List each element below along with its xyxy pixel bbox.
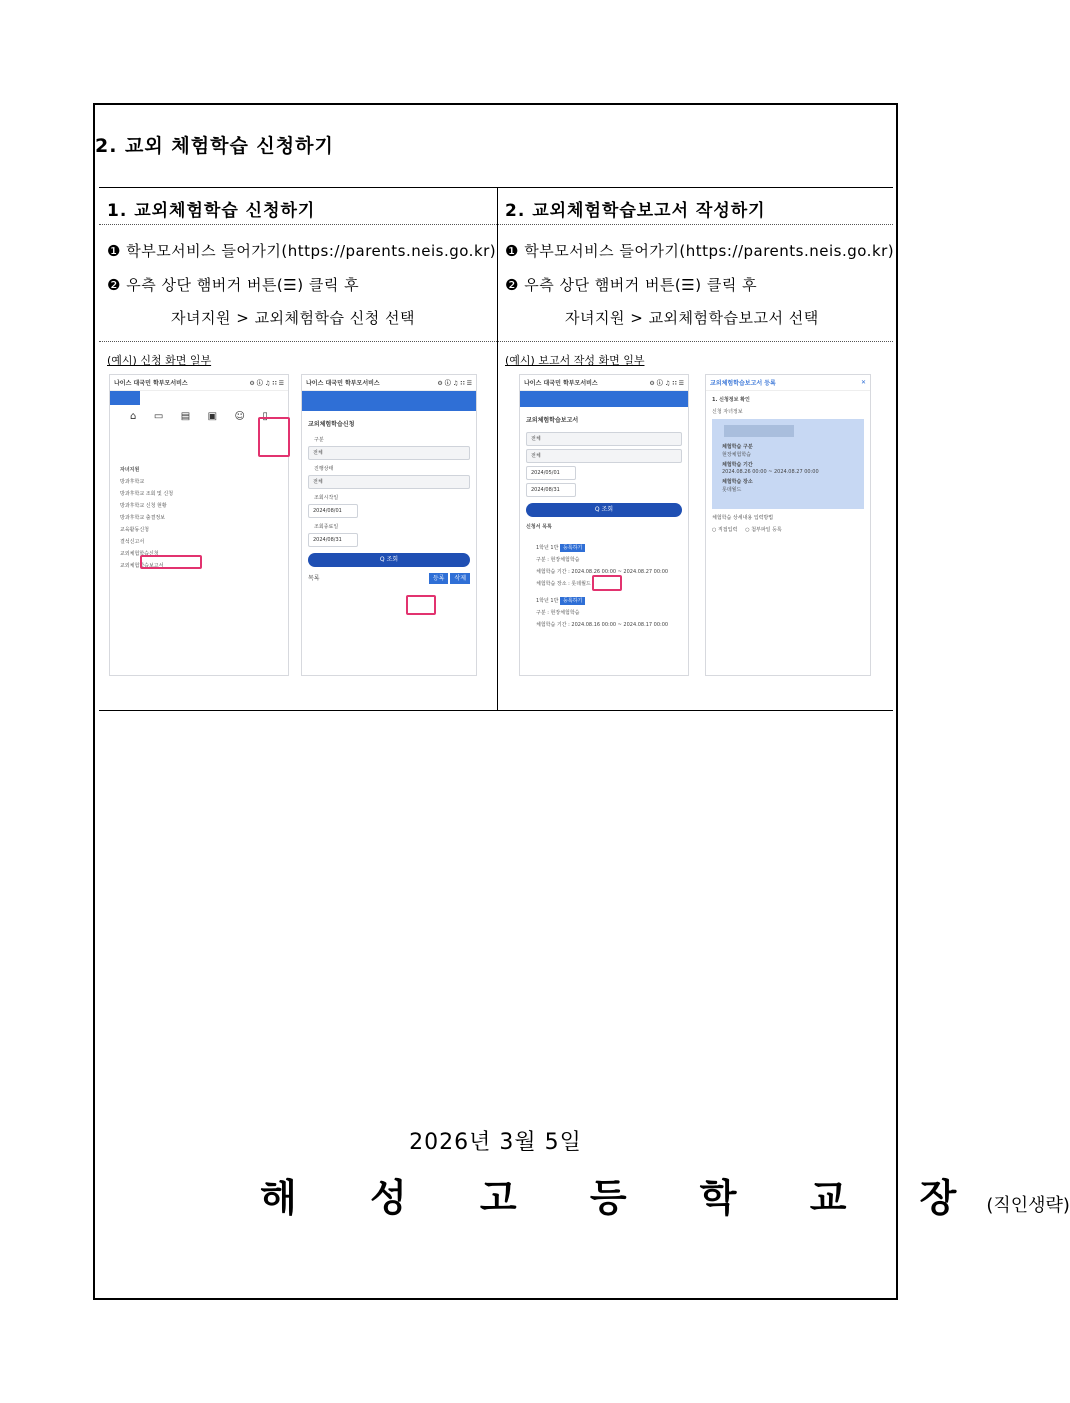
item-period: 체험학습 기간 : 2024.08.26 00:00 ~ 2024.08.27 00:00: [536, 569, 669, 575]
search-button[interactable]: Q 조회: [308, 553, 470, 567]
left-step-1: ❶ 학부모서비스 들어가기(https://parents.neis.go.kr): [107, 242, 497, 260]
label: 구분: [314, 437, 324, 443]
student-tab: [110, 391, 140, 405]
menu-item[interactable]: 교외체험학습보고서: [120, 563, 164, 569]
info-key: 체험학습 장소: [722, 479, 753, 485]
list-label: 목록: [308, 575, 320, 582]
info-value: 현장체험학습: [722, 452, 751, 458]
option-direct[interactable]: 직접입력: [717, 527, 738, 533]
row-divider: [99, 224, 893, 225]
option-attach[interactable]: 첨부파일 등록: [751, 527, 782, 533]
form-title: 교외체험학습신청: [308, 421, 355, 428]
start-date-input[interactable]: 2024/05/01: [526, 466, 576, 480]
highlight-box: [592, 575, 622, 591]
instruction-table: [99, 187, 893, 711]
app-name: 나이스 대국민 학부모서비스: [524, 380, 598, 387]
report-list-label: 신청서 목록: [526, 524, 552, 530]
highlight-box: [140, 555, 202, 569]
info-value: 롯데월드: [722, 487, 742, 493]
info-label: 신청 자녀정보: [712, 409, 743, 415]
app-name: 나이스 대국민 학부모서비스: [306, 380, 380, 387]
type-select[interactable]: 전체: [526, 432, 682, 446]
status-select[interactable]: 전체: [308, 475, 470, 489]
info-panel: [712, 419, 864, 509]
clipboard-icon: ▤: [180, 411, 191, 422]
right-step-1: ❶ 학부모서비스 들어가기(https://parents.neis.go.kr): [505, 242, 895, 260]
status-select[interactable]: 전체: [526, 449, 682, 463]
book-icon: ▭: [153, 411, 164, 422]
card-icon: ▣: [207, 411, 218, 422]
write-report-button[interactable]: 등록하기: [560, 544, 585, 552]
end-date-input[interactable]: 2024/08/31: [308, 533, 358, 547]
screenshot-menu: [109, 374, 289, 676]
screenshot-report-form: [705, 374, 871, 676]
menu-item[interactable]: 방과후학교: [120, 479, 145, 485]
document-date: 2026년 3월 5일: [409, 1130, 582, 1155]
left-caption: (예시) 신청 화면 일부: [107, 354, 212, 367]
dialog-header: [706, 375, 870, 391]
item-period: 체험학습 기간 : 2024.08.16 00:00 ~ 2024.08.17 00:00: [536, 622, 669, 628]
blurred-info: [724, 425, 794, 437]
app-bar: [520, 375, 688, 391]
dialog-subtitle: 1. 신청정보 확인: [712, 397, 750, 403]
delete-button[interactable]: 삭제: [450, 573, 470, 584]
document-icon: ▯: [262, 411, 268, 422]
info-key: 체험학습 구분: [722, 444, 753, 450]
menu-item[interactable]: 교육활동신청: [120, 527, 149, 533]
toolbar-icons: ⚙ ⓘ ♫ ∷ ☰: [649, 380, 684, 387]
app-name: 나이스 대국민 학부모서비스: [114, 380, 188, 387]
item-place: 체험학습 장소 : 롯데월드: [536, 581, 591, 587]
method-label: 체험학습 상세내용 입력방법: [712, 515, 774, 521]
signer-name: 해 성 고 등 학 교 장: [260, 1176, 987, 1220]
menu-item-field-trip[interactable]: 교외체험학습신청: [120, 551, 159, 557]
student-bar: [520, 391, 688, 407]
label: 진행상태: [314, 466, 334, 472]
dialog-title: 교외체험학습보고서 등록: [710, 380, 776, 387]
end-date-input[interactable]: 2024/08/31: [526, 483, 576, 497]
document-frame: [93, 103, 1070, 1300]
write-report-button[interactable]: 등록하기: [560, 597, 585, 605]
school-icon: ⌂: [130, 411, 137, 422]
student-bar: [302, 391, 476, 411]
screenshot-form: [301, 374, 477, 676]
menu-section: 자녀지원: [120, 467, 140, 473]
left-heading: 1. 교외체험학습 신청하기: [107, 201, 316, 221]
column-divider: [497, 188, 498, 710]
left-step-2: ❷ 우측 상단 햄버거 버튼(☰) 클릭 후: [107, 276, 360, 294]
method-options: ○ 직접입력 ○ 첨부파일 등록: [712, 527, 782, 533]
label: 조회시작일: [314, 495, 339, 501]
start-date-input[interactable]: 2024/08/01: [308, 504, 358, 518]
info-value: 2024.08.26 00:00 ~ 2024.08.27 00:00: [722, 469, 819, 475]
toolbar-icons: ⚙ ⓘ ♫ ∷ ☰: [249, 380, 284, 387]
highlight-box: [406, 595, 436, 615]
list-item: 1학년 1반 등록하기: [536, 597, 688, 604]
row-divider: [99, 341, 893, 342]
register-button[interactable]: 등록: [429, 573, 449, 584]
app-bar: [110, 375, 288, 391]
right-step-2: ❷ 우측 상단 햄버거 버튼(☰) 클릭 후: [505, 276, 758, 294]
app-bar: [302, 375, 476, 391]
signer: [260, 1167, 1070, 1222]
list-item: 1학년 1반 등록하기: [536, 544, 688, 551]
info-key: 체험학습 기간: [722, 462, 753, 468]
toolbar-icons: ⚙ ⓘ ♫ ∷ ☰: [437, 380, 472, 387]
list-header: [308, 573, 470, 582]
highlight-box: [258, 417, 290, 457]
right-caption: (예시) 보고서 작성 화면 일부: [505, 354, 645, 367]
menu-icon-row: [130, 411, 268, 461]
menu-item[interactable]: 방과후학교 조회 및 신청: [120, 491, 174, 497]
people-icon: ☺: [234, 411, 245, 422]
left-step-2-sub: 자녀지원 > 교외체험학습 신청 선택: [171, 309, 416, 327]
item-type: 구분 : 현장체험학습: [536, 557, 580, 563]
item-type: 구분 : 현장체험학습: [536, 610, 580, 616]
close-icon[interactable]: ✕: [860, 379, 866, 386]
seal-note: (직인생략): [986, 1195, 1070, 1216]
right-step-2-sub: 자녀지원 > 교외체험학습보고서 선택: [565, 309, 819, 327]
type-select[interactable]: 전체: [308, 446, 470, 460]
menu-item[interactable]: 방과후학교 출결정보: [120, 515, 166, 521]
menu-item[interactable]: 결석신고서: [120, 539, 145, 545]
label: 조회종료일: [314, 524, 339, 530]
screenshot-report-list: [519, 374, 689, 676]
menu-item[interactable]: 방과후학교 신청 현황: [120, 503, 167, 509]
search-button[interactable]: Q 조회: [526, 503, 682, 517]
right-heading: 2. 교외체험학습보고서 작성하기: [505, 201, 766, 221]
report-title: 교외체험학습보고서: [526, 417, 579, 424]
section-title: 2. 교외 체험학습 신청하기: [95, 135, 334, 157]
